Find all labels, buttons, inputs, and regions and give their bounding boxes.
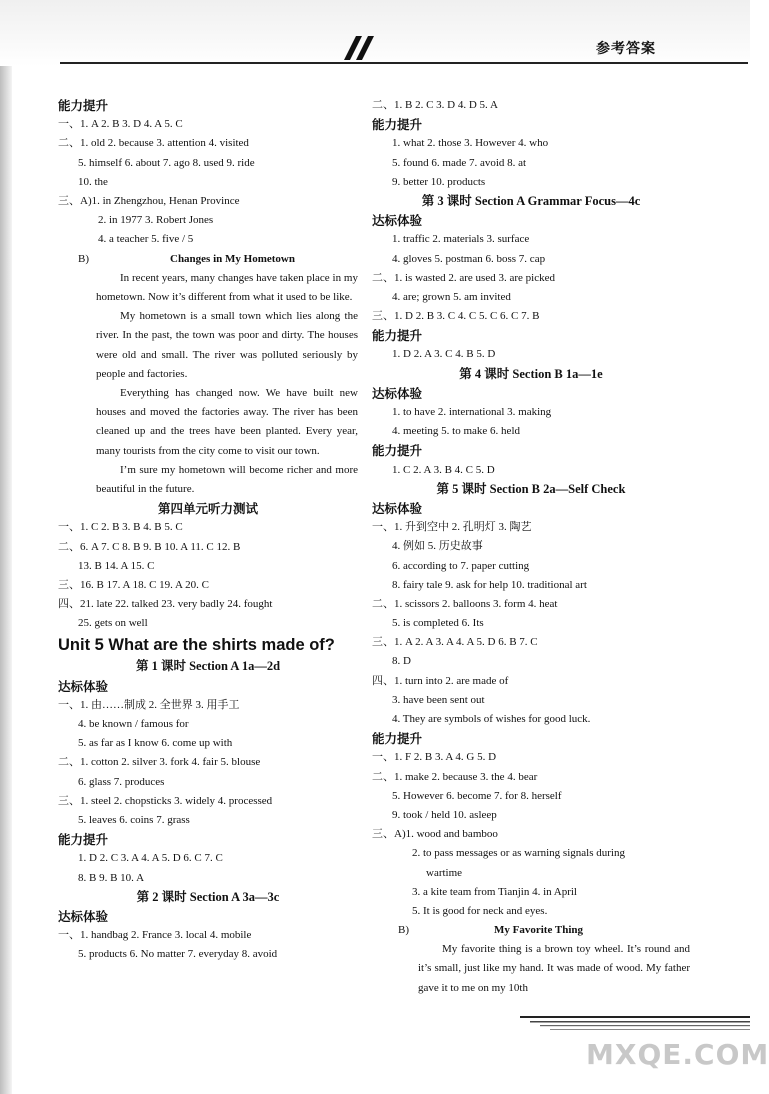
answer-line: 一、1. A 2. B 3. D 4. A 5. C: [58, 118, 183, 131]
answer-line: 5. as far as I know 6. come up with: [78, 737, 233, 750]
answer-line: 1. to have 2. international 3. making: [392, 406, 552, 418]
unit-title: Unit 5 What are the shirts made of?: [58, 636, 335, 655]
heading-dabiao: 达标体验: [372, 500, 423, 516]
answer-line: 1. what 2. those 3. However 4. who: [392, 137, 549, 150]
section-title: 第 5 课时 Section B 2a—Self Check: [436, 481, 626, 496]
heading-nengli: 能力提升: [58, 98, 109, 113]
page-edge-shadow: [0, 0, 12, 1094]
answer-line: 4. 例如 5. 历史故事: [392, 540, 483, 553]
answer-line: 25. gets on well: [78, 617, 148, 630]
essay-paragraph: Everything has changed now. We have built new houses and moved the factories away. The river has been cleaned up and the trees have been planted. Every year, many tourists from the city come to visit our town.: [96, 386, 358, 457]
heading-nengli: 能力提升: [372, 731, 423, 747]
answer-line: 8. B 9. B 10. A: [78, 871, 145, 884]
essay-label: B): [78, 252, 89, 265]
listening-test-title: 第四单元听力测试: [157, 501, 258, 517]
essay-heading-row: [58, 250, 358, 269]
answer-line: 三、1. D 2. B 3. C 4. C 5. C 6. C 7. B: [372, 310, 540, 323]
heading-dabiao: 达标体验: [372, 385, 423, 401]
answer-line: 3. a kite team from Tianjin 4. in April: [412, 885, 577, 898]
answer-line: 5. leaves 6. coins 7. grass: [78, 813, 190, 826]
essay-title: Changes in My Hometown: [170, 252, 295, 265]
answer-line: 二、1. is wasted 2. are used 3. are picked: [372, 271, 555, 284]
answer-line: 三、1. steel 2. chopsticks 3. widely 4. processed: [58, 794, 273, 807]
answer-line: 1. traffic 2. materials 3. surface: [392, 233, 530, 246]
answer-line: 5. is completed 6. Its: [392, 617, 484, 630]
answer-line: 6. glass 7. produces: [78, 775, 165, 788]
answer-line: 10. the: [78, 175, 108, 188]
heading-dabiao: 达标体验: [58, 678, 109, 694]
section-title: 第 4 课时 Section B 1a—1e: [459, 366, 603, 381]
essay-paragraph: I’m sure my hometown will become richer and more beautiful in the future.: [96, 463, 358, 495]
answer-line: 4. meeting 5. to make 6. held: [392, 425, 520, 438]
answer-line: 四、1. turn into 2. are made of: [372, 674, 509, 687]
header-title: 参考答案: [596, 41, 656, 57]
essay-body: [372, 940, 690, 998]
heading-nengli: 能力提升: [58, 832, 109, 848]
answer-line: wartime: [426, 866, 463, 879]
section-title: 第 3 课时 Section A Grammar Focus—4c: [421, 193, 641, 208]
heading-nengli: 能力提升: [372, 443, 423, 459]
answer-line: 二、1. B 2. C 3. D 4. D 5. A: [372, 99, 498, 111]
answer-line: 三、A)1. in Zhengzhou, Henan Province: [58, 194, 240, 207]
header-rule: [60, 62, 748, 64]
heading-nengli: 能力提升: [372, 328, 423, 344]
right-column: [372, 96, 690, 998]
answer-line: 一、1. F 2. B 3. A 4. G 5. D: [372, 751, 497, 764]
answer-line: 4. be known / famous for: [78, 718, 189, 730]
answer-line: 8. D: [392, 655, 411, 668]
answer-line: 三、1. A 2. A 3. A 4. A 5. D 6. B 7. C: [372, 636, 538, 649]
answer-line: 二、1. make 2. because 3. the 4. bear: [372, 770, 538, 783]
essay-heading-row: [372, 921, 690, 940]
essay-label: B): [398, 924, 409, 937]
answer-line: 2. to pass messages or as warning signals during: [412, 847, 625, 860]
answer-line: 一、1. handbag 2. France 3. local 4. mobile: [58, 929, 252, 942]
essay-paragraph: My hometown is a small town which lies along the river. In the past, the town was poor and dirty. The houses were old and small. The river was polluted seriously by people and factories.: [96, 310, 358, 380]
answer-line: 5. It is good for neck and eyes.: [412, 904, 548, 917]
answer-line: 1. D 2. C 3. A 4. A 5. D 6. C 7. C: [78, 852, 223, 865]
answer-line: 二、1. scissors 2. balloons 3. form 4. heat: [372, 597, 558, 610]
answer-line: 4. gloves 5. postman 6. boss 7. cap: [392, 252, 546, 265]
watermark: MXQE.COM: [586, 1038, 769, 1071]
answer-line: 6. according to 7. paper cutting: [392, 559, 530, 572]
answer-line: 9. took / held 10. asleep: [392, 808, 497, 821]
answer-line: 一、1. C 2. B 3. B 4. B 5. C: [58, 521, 183, 534]
answer-line: 四、21. late 22. talked 23. very badly 24. fought: [58, 598, 273, 611]
answer-line: 5. himself 6. about 7. ago 8. used 9. ride: [78, 156, 255, 169]
answer-line: 1. D 2. A 3. C 4. B 5. D: [392, 348, 496, 361]
header-slashes-icon: [336, 36, 378, 60]
section-title: 第 1 课时 Section A 1a—2d: [135, 659, 281, 674]
answer-line: 5. products 6. No matter 7. everyday 8. avoid: [78, 948, 278, 961]
answer-line: 3. have been sent out: [392, 693, 485, 706]
section-title: 第 2 课时 Section A 3a—3c: [136, 889, 280, 904]
answer-line: 4. They are symbols of wishes for good luck.: [392, 713, 591, 725]
answer-line: 13. B 14. A 15. C: [78, 559, 155, 572]
answer-line: 4. a teacher 5. five / 5: [98, 233, 194, 246]
answer-line: 二、1. cotton 2. silver 3. fork 4. fair 5. blouse: [58, 756, 261, 769]
answer-line: 8. fairy tale 9. ask for help 10. traditional art: [392, 578, 587, 591]
essay-title: My Favorite Thing: [494, 924, 584, 937]
heading-dabiao: 达标体验: [58, 908, 109, 924]
answer-line: 2. in 1977 3. Robert Jones: [98, 214, 214, 227]
answer-line: 三、A)1. wood and bamboo: [372, 828, 498, 841]
answer-line: 一、1. 由……制成 2. 全世界 3. 用手工: [58, 698, 240, 711]
answer-line: 1. C 2. A 3. B 4. C 5. D: [392, 463, 495, 476]
answer-line: 5. However 6. become 7. for 8. herself: [392, 789, 562, 802]
answer-line: 二、1. old 2. because 3. attention 4. visited: [58, 137, 249, 150]
heading-dabiao: 达标体验: [372, 213, 423, 229]
heading-nengli: 能力提升: [372, 117, 423, 133]
essay-body: [58, 269, 358, 499]
left-column: [58, 96, 358, 964]
answer-line: 二、6. A 7. C 8. B 9. B 10. A 11. C 12. B: [58, 540, 241, 553]
answer-line: 5. found 6. made 7. avoid 8. at: [392, 156, 527, 169]
answer-line: 三、16. B 17. A 18. C 19. A 20. C: [58, 578, 209, 591]
essay-paragraph: My favorite thing is a brown toy wheel. It’s round and it’s small, just like my hand. It was made of wood. My father gave it to me on my 10th: [418, 943, 690, 994]
answer-line: 4. are; grown 5. am invited: [392, 290, 511, 303]
answer-line: 9. better 10. products: [392, 175, 486, 188]
essay-paragraph: In recent years, many changes have taken place in my hometown. Now it’s different from what it used to be like.: [96, 271, 358, 303]
answer-line: 一、1. 升到空中 2. 孔明灯 3. 陶艺: [372, 521, 532, 534]
